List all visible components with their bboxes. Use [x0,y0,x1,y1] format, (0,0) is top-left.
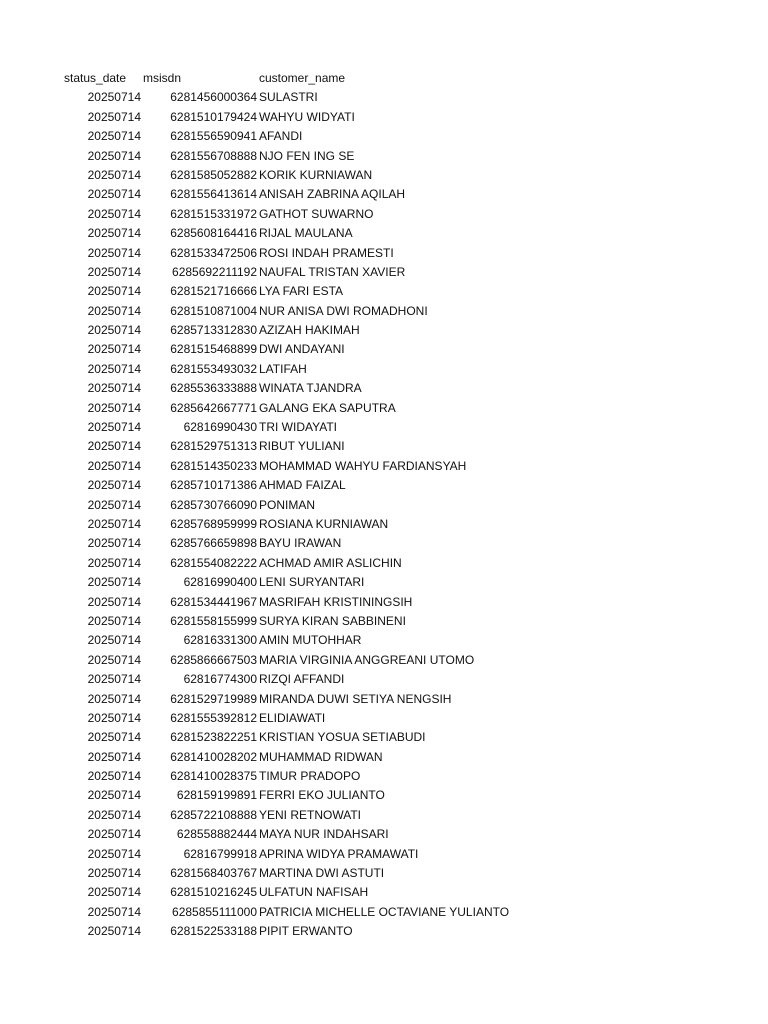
cell-status-date: 20250714 [87,536,141,551]
cell-status-date: 20250714 [87,633,141,648]
header-row [0,69,768,88]
cell-msisdn: 6281410028202 [170,749,257,764]
cell-status-date: 20250714 [87,458,141,473]
cell-customer-name: WAHYU WIDYATI [259,109,355,124]
cell-status-date: 20250714 [87,904,141,919]
cell-customer-name: TIMUR PRADOPO [259,769,361,784]
table-row [0,883,768,902]
cell-customer-name: AFANDI [259,129,303,144]
cell-status-date: 20250714 [87,245,141,260]
table-row [0,612,768,631]
cell-status-date: 20250714 [87,148,141,163]
cell-status-date: 20250714 [87,439,141,454]
cell-msisdn: 6281515468899 [170,342,257,357]
cell-customer-name: AZIZAH HAKIMAH [259,323,360,338]
cell-customer-name: ROSIANA KURNIAWAN [259,516,389,531]
cell-msisdn: 62816331300 [183,633,257,648]
cell-status-date: 20250714 [87,226,141,241]
cell-customer-name: RIJAL MAULANA [259,226,353,241]
table-row [0,515,768,534]
cell-msisdn: 6281521716666 [170,284,257,299]
cell-status-date: 20250714 [87,613,141,628]
table-row [0,418,768,437]
cell-msisdn: 6285608164416 [170,226,257,241]
cell-status-date: 20250714 [87,303,141,318]
cell-status-date: 20250714 [87,478,141,493]
cell-status-date: 20250714 [87,206,141,221]
cell-customer-name: ACHMAD AMIR ASLICHIN [259,555,402,570]
cell-status-date: 20250714 [87,323,141,338]
cell-msisdn: 6285536333888 [170,381,257,396]
cell-customer-name: BAYU IRAWAN [259,536,342,551]
cell-msisdn: 628159199891 [176,788,257,803]
table-row [0,340,768,359]
cell-msisdn: 6281529751313 [170,439,257,454]
cell-customer-name: PATRICIA MICHELLE OCTAVIANE YULIANTO [259,904,510,919]
cell-customer-name: YENI RETNOWATI [259,807,361,822]
cell-msisdn: 6281555392812 [170,710,257,725]
cell-msisdn: 6281533472506 [170,245,257,260]
table-row [0,399,768,418]
table-row [0,457,768,476]
cell-msisdn: 6285730766090 [170,497,257,512]
cell-customer-name: KORIK KURNIAWAN [259,167,373,182]
cell-customer-name: MARIA VIRGINIA ANGGREANI UTOMO [259,652,475,667]
cell-msisdn: 6285855111000 [172,904,257,919]
cell-customer-name: LYA FARI ESTA [259,284,344,299]
cell-status-date: 20250714 [87,691,141,706]
cell-customer-name: ANISAH ZABRINA AQILAH [259,187,406,202]
cell-msisdn: 6281514350233 [170,458,257,473]
cell-msisdn: 62816990430 [183,420,257,435]
table-row [0,593,768,612]
cell-customer-name: GATHOT SUWARNO [259,206,374,221]
table-row [0,88,768,107]
spreadsheet-table [0,69,768,942]
cell-status-date: 20250714 [87,284,141,299]
cell-msisdn: 62816799918 [183,846,257,861]
cell-customer-name: PONIMAN [259,497,316,512]
cell-msisdn: 6281510179424 [170,109,257,124]
table-row [0,205,768,224]
cell-msisdn: 6281410028375 [170,769,257,784]
cell-msisdn: 6281523822251 [170,730,257,745]
table-row [0,282,768,301]
table-row [0,631,768,650]
cell-status-date: 20250714 [87,575,141,590]
table-row [0,185,768,204]
table-row [0,554,768,573]
cell-msisdn: 6281558155999 [170,613,257,628]
cell-msisdn: 6285766659898 [170,536,257,551]
cell-customer-name: MAYA NUR INDAHSARI [259,827,389,842]
cell-customer-name: KRISTIAN YOSUA SETIABUDI [259,730,426,745]
cell-msisdn: 62816774300 [183,672,257,687]
table-row [0,166,768,185]
table-row [0,690,768,709]
table-row [0,224,768,243]
cell-status-date: 20250714 [87,749,141,764]
cell-status-date: 20250714 [87,109,141,124]
table-row [0,709,768,728]
table-row [0,573,768,592]
cell-msisdn: 6281515331972 [170,206,257,221]
cell-customer-name: LENI SURYANTARI [259,575,365,590]
cell-msisdn: 6281585052882 [170,167,257,182]
cell-customer-name: GALANG EKA SAPUTRA [259,400,396,415]
cell-customer-name: WINATA TJANDRA [259,381,362,396]
cell-status-date: 20250714 [87,420,141,435]
header-customer-name: customer_name [259,71,346,85]
cell-customer-name: MUHAMMAD RIDWAN [259,749,383,764]
cell-customer-name: MIRANDA DUWI SETIYA NENGSIH [259,691,452,706]
cell-msisdn: 6285722108888 [170,807,257,822]
cell-customer-name: TRI WIDAYATI [259,420,337,435]
table-row [0,244,768,263]
cell-msisdn: 6285642667771 [170,400,257,415]
cell-status-date: 20250714 [87,652,141,667]
cell-status-date: 20250714 [87,827,141,842]
table-row [0,321,768,340]
cell-status-date: 20250714 [87,129,141,144]
cell-status-date: 20250714 [87,924,141,939]
cell-status-date: 20250714 [87,710,141,725]
table-row [0,748,768,767]
table-row [0,728,768,747]
cell-customer-name: NJO FEN ING SE [259,148,355,163]
cell-msisdn: 6285866667503 [170,652,257,667]
cell-customer-name: DWI ANDAYANI [259,342,345,357]
table-row [0,437,768,456]
cell-status-date: 20250714 [87,594,141,609]
cell-customer-name: APRINA WIDYA PRAMAWATI [259,846,419,861]
table-row [0,263,768,282]
cell-customer-name: ULFATUN NAFISAH [259,885,369,900]
cell-customer-name: NAUFAL TRISTAN XAVIER [259,264,406,279]
header-msisdn: msisdn [143,71,182,85]
cell-customer-name: SULASTRI [259,90,318,105]
table-row [0,767,768,786]
table-row [0,806,768,825]
cell-status-date: 20250714 [87,90,141,105]
table-row [0,903,768,922]
cell-customer-name: AMIN MUTOHHAR [259,633,362,648]
cell-status-date: 20250714 [87,264,141,279]
table-row [0,825,768,844]
cell-status-date: 20250714 [87,807,141,822]
cell-status-date: 20250714 [87,400,141,415]
cell-msisdn: 6285768959999 [170,516,257,531]
cell-status-date: 20250714 [87,381,141,396]
cell-status-date: 20250714 [87,516,141,531]
table-row [0,360,768,379]
cell-status-date: 20250714 [87,187,141,202]
cell-msisdn: 6281510216245 [170,885,257,900]
cell-status-date: 20250714 [87,885,141,900]
cell-status-date: 20250714 [87,555,141,570]
cell-customer-name: PIPIT ERWANTO [259,924,353,939]
table-row [0,302,768,321]
cell-customer-name: MARTINA DWI ASTUTI [259,866,385,881]
cell-msisdn: 628558882444 [176,827,257,842]
cell-msisdn: 6285710171386 [170,478,257,493]
table-row [0,651,768,670]
table-row [0,496,768,515]
table-row [0,476,768,495]
cell-msisdn: 6281556590941 [170,129,257,144]
cell-msisdn: 6285692211192 [172,264,257,279]
cell-status-date: 20250714 [87,497,141,512]
table-row [0,108,768,127]
cell-customer-name: MASRIFAH KRISTININGSIH [259,594,413,609]
table-row [0,534,768,553]
cell-customer-name: ELIDIAWATI [259,710,326,725]
cell-status-date: 20250714 [87,167,141,182]
table-body [0,88,768,941]
cell-msisdn: 6281553493032 [170,361,257,376]
cell-customer-name: AHMAD FAIZAL [259,478,346,493]
cell-customer-name: SURYA KIRAN SABBINENI [259,613,406,628]
table-row [0,147,768,166]
cell-status-date: 20250714 [87,846,141,861]
cell-status-date: 20250714 [87,672,141,687]
table-row [0,670,768,689]
cell-customer-name: MOHAMMAD WAHYU FARDIANSYAH [259,458,467,473]
cell-status-date: 20250714 [87,769,141,784]
table-row [0,922,768,941]
cell-msisdn: 6281522533188 [170,924,257,939]
table-row [0,786,768,805]
cell-status-date: 20250714 [87,361,141,376]
cell-status-date: 20250714 [87,788,141,803]
cell-msisdn: 6281456000364 [170,90,257,105]
cell-msisdn: 6281556708888 [170,148,257,163]
cell-msisdn: 6281510871004 [170,303,257,318]
cell-msisdn: 6285713312830 [170,323,257,338]
cell-customer-name: RIZQI AFFANDI [259,672,345,687]
header-status-date: status_date [64,71,127,85]
cell-customer-name: FERRI EKO JULIANTO [259,788,385,803]
table-row [0,379,768,398]
cell-msisdn: 6281529719989 [170,691,257,706]
cell-customer-name: RIBUT YULIANI [259,439,345,454]
cell-msisdn: 6281554082222 [170,555,257,570]
cell-msisdn: 6281556413614 [170,187,257,202]
cell-customer-name: LATIFAH [259,361,307,376]
cell-status-date: 20250714 [87,730,141,745]
table-row [0,864,768,883]
cell-msisdn: 6281534441967 [170,594,257,609]
table-row [0,127,768,146]
cell-status-date: 20250714 [87,342,141,357]
cell-msisdn: 6281568403767 [170,866,257,881]
cell-status-date: 20250714 [87,866,141,881]
cell-customer-name: ROSI INDAH PRAMESTI [259,245,394,260]
table-row [0,845,768,864]
cell-customer-name: NUR ANISA DWI ROMADHONI [259,303,428,318]
cell-msisdn: 62816990400 [183,575,257,590]
